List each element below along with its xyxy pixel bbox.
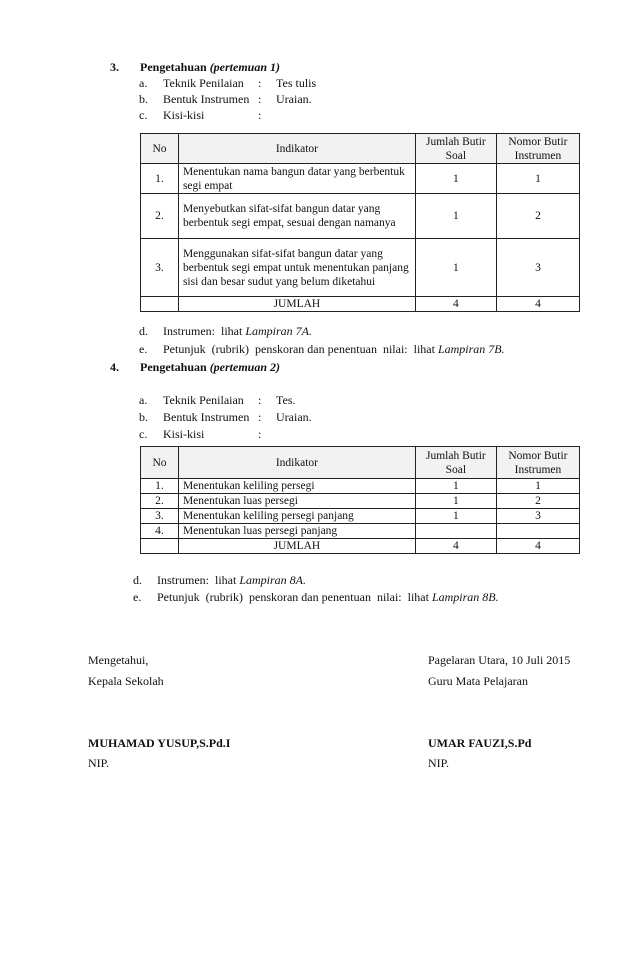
table-row: [141, 194, 580, 239]
item-row: [139, 76, 316, 91]
table-row: [141, 164, 580, 194]
header-jumlah: Jumlah Butir Soal: [415, 134, 496, 164]
instrumen-text: Instrumen: lihat: [163, 324, 246, 338]
header-indikator: Indikator: [178, 447, 415, 479]
cell-jumlah: 1: [415, 194, 496, 239]
section-4-heading: [110, 360, 280, 375]
signature-left-nip: NIP.: [88, 756, 110, 770]
petunjuk-text: Petunjuk (rubrik) penskoran dan penentuan nilai: lihat: [163, 342, 438, 356]
cell-jumlah: 1: [415, 239, 496, 297]
table-row: [141, 494, 580, 509]
table-row: [141, 509, 580, 524]
item-letter: c.: [139, 427, 148, 441]
total-jumlah: 4: [415, 539, 496, 554]
table-total-row: [141, 539, 580, 554]
item-row: [139, 427, 276, 442]
header-nomor: Nomor Butir Instrumen: [496, 447, 579, 479]
cell-jumlah: 1: [415, 479, 496, 494]
header-jumlah: Jumlah Butir Soal: [415, 447, 496, 479]
kisi-kisi-table-2: [140, 446, 580, 554]
item-row: [139, 410, 312, 425]
cell-indikator: Menyebutkan sifat-sifat bangun datar yang berbentuk segi empat, sesuai dengan namanya: [178, 194, 415, 239]
header-nomor: Nomor Butir Instrumen: [496, 134, 579, 164]
total-nomor: 4: [496, 297, 579, 312]
cell-indikator: Menentukan nama bangun datar yang berbentuk segi empat: [178, 164, 415, 194]
cell-indikator: Menentukan keliling persegi panjang: [178, 509, 415, 524]
item-label: Kisi-kisi: [163, 108, 205, 122]
cell-nomor: 2: [496, 494, 579, 509]
table-row: [141, 524, 580, 539]
item-sep: :: [258, 108, 262, 122]
item-row: [139, 108, 276, 123]
header-no: No: [141, 134, 179, 164]
lampiran-ref: Lampiran 7A.: [245, 324, 313, 338]
total-label: JUMLAH: [178, 539, 415, 554]
cell-jumlah: 1: [415, 164, 496, 194]
signature-right-name: UMAR FAUZI,S.Pd: [428, 736, 532, 750]
header-indikator: Indikator: [178, 134, 415, 164]
instrumen-line: [139, 324, 312, 339]
total-label: JUMLAH: [178, 297, 415, 312]
cell-nomor: 1: [496, 479, 579, 494]
table-header-row: [141, 134, 580, 164]
table-row: [141, 479, 580, 494]
item-sep: :: [258, 76, 262, 90]
signature-right-nip: NIP.: [428, 756, 450, 770]
instrumen-line: [133, 573, 306, 588]
cell-indikator: Menentukan luas persegi: [178, 494, 415, 509]
signature-left-name: MUHAMAD YUSUP,S.Pd.I: [88, 736, 231, 750]
item-value: Tes.: [276, 393, 296, 407]
item-letter: b.: [139, 92, 148, 106]
item-value: Tes tulis: [276, 76, 317, 90]
section-title: Pengetahuan: [140, 60, 207, 74]
instrumen-text: Instrumen: lihat: [157, 573, 240, 587]
item-letter: d.: [139, 324, 148, 338]
item-sep: :: [258, 393, 262, 407]
item-letter: e.: [133, 590, 142, 604]
signature-left-line2: Kepala Sekolah: [88, 674, 164, 688]
item-row: [139, 92, 312, 107]
cell-empty: [141, 297, 179, 312]
cell-nomor: 3: [496, 239, 579, 297]
cell-indikator: Menggunakan sifat-sifat bangun datar yang berbentuk segi empat untuk menentukan panjang sisi dan besar sudut yang belum diketahui: [178, 239, 415, 297]
cell-jumlah: 1: [415, 509, 496, 524]
petunjuk-line: [139, 342, 505, 357]
cell-nomor: [496, 524, 579, 539]
cell-no: 1.: [141, 164, 179, 194]
table-row: [141, 239, 580, 297]
item-value: Uraian.: [276, 92, 312, 106]
item-sep: :: [258, 410, 262, 424]
cell-jumlah: [415, 524, 496, 539]
item-letter: d.: [133, 573, 142, 587]
cell-no: 2.: [141, 494, 179, 509]
section-subtitle: (pertemuan 1): [209, 60, 281, 74]
item-letter: c.: [139, 108, 148, 122]
item-label: Teknik Penilaian: [163, 76, 244, 90]
cell-nomor: 1: [496, 164, 579, 194]
petunjuk-line: [133, 590, 499, 605]
lampiran-ref: Lampiran 7B.: [437, 342, 505, 356]
cell-indikator: Menentukan keliling persegi: [178, 479, 415, 494]
item-row: [139, 393, 296, 408]
section-number: 4.: [110, 360, 119, 374]
item-label: Bentuk Instrumen: [163, 410, 250, 424]
item-value: Uraian.: [276, 410, 312, 424]
item-letter: a.: [139, 76, 148, 90]
section-title: Pengetahuan: [140, 360, 207, 374]
item-sep: :: [258, 92, 262, 106]
table-header-row: [141, 447, 580, 479]
item-letter: b.: [139, 410, 148, 424]
lampiran-ref: Lampiran 8B.: [431, 590, 499, 604]
cell-no: 3.: [141, 509, 179, 524]
cell-jumlah: 1: [415, 494, 496, 509]
item-letter: a.: [139, 393, 148, 407]
section-3-heading: [110, 60, 280, 75]
cell-empty: [141, 539, 179, 554]
total-jumlah: 4: [415, 297, 496, 312]
cell-nomor: 2: [496, 194, 579, 239]
petunjuk-text: Petunjuk (rubrik) penskoran dan penentuan nilai: lihat: [157, 590, 432, 604]
table-total-row: [141, 297, 580, 312]
signature-left-line1: Mengetahui,: [88, 653, 149, 667]
section-number: 3.: [110, 60, 119, 74]
cell-no: 4.: [141, 524, 179, 539]
cell-no: 3.: [141, 239, 179, 297]
item-sep: :: [258, 427, 262, 441]
lampiran-ref: Lampiran 8A.: [239, 573, 307, 587]
cell-indikator: Menentukan luas persegi panjang: [178, 524, 415, 539]
signature-right-line1: Pagelaran Utara, 10 Juli 2015: [428, 653, 571, 667]
cell-nomor: 3: [496, 509, 579, 524]
total-nomor: 4: [496, 539, 579, 554]
cell-no: 1.: [141, 479, 179, 494]
signature-right-line2: Guru Mata Pelajaran: [428, 674, 528, 688]
item-label: Bentuk Instrumen: [163, 92, 250, 106]
header-no: No: [141, 447, 179, 479]
cell-no: 2.: [141, 194, 179, 239]
item-label: Kisi-kisi: [163, 427, 205, 441]
item-label: Teknik Penilaian: [163, 393, 244, 407]
kisi-kisi-table-1: [140, 133, 580, 312]
section-subtitle: (pertemuan 2): [209, 360, 281, 374]
item-letter: e.: [139, 342, 148, 356]
